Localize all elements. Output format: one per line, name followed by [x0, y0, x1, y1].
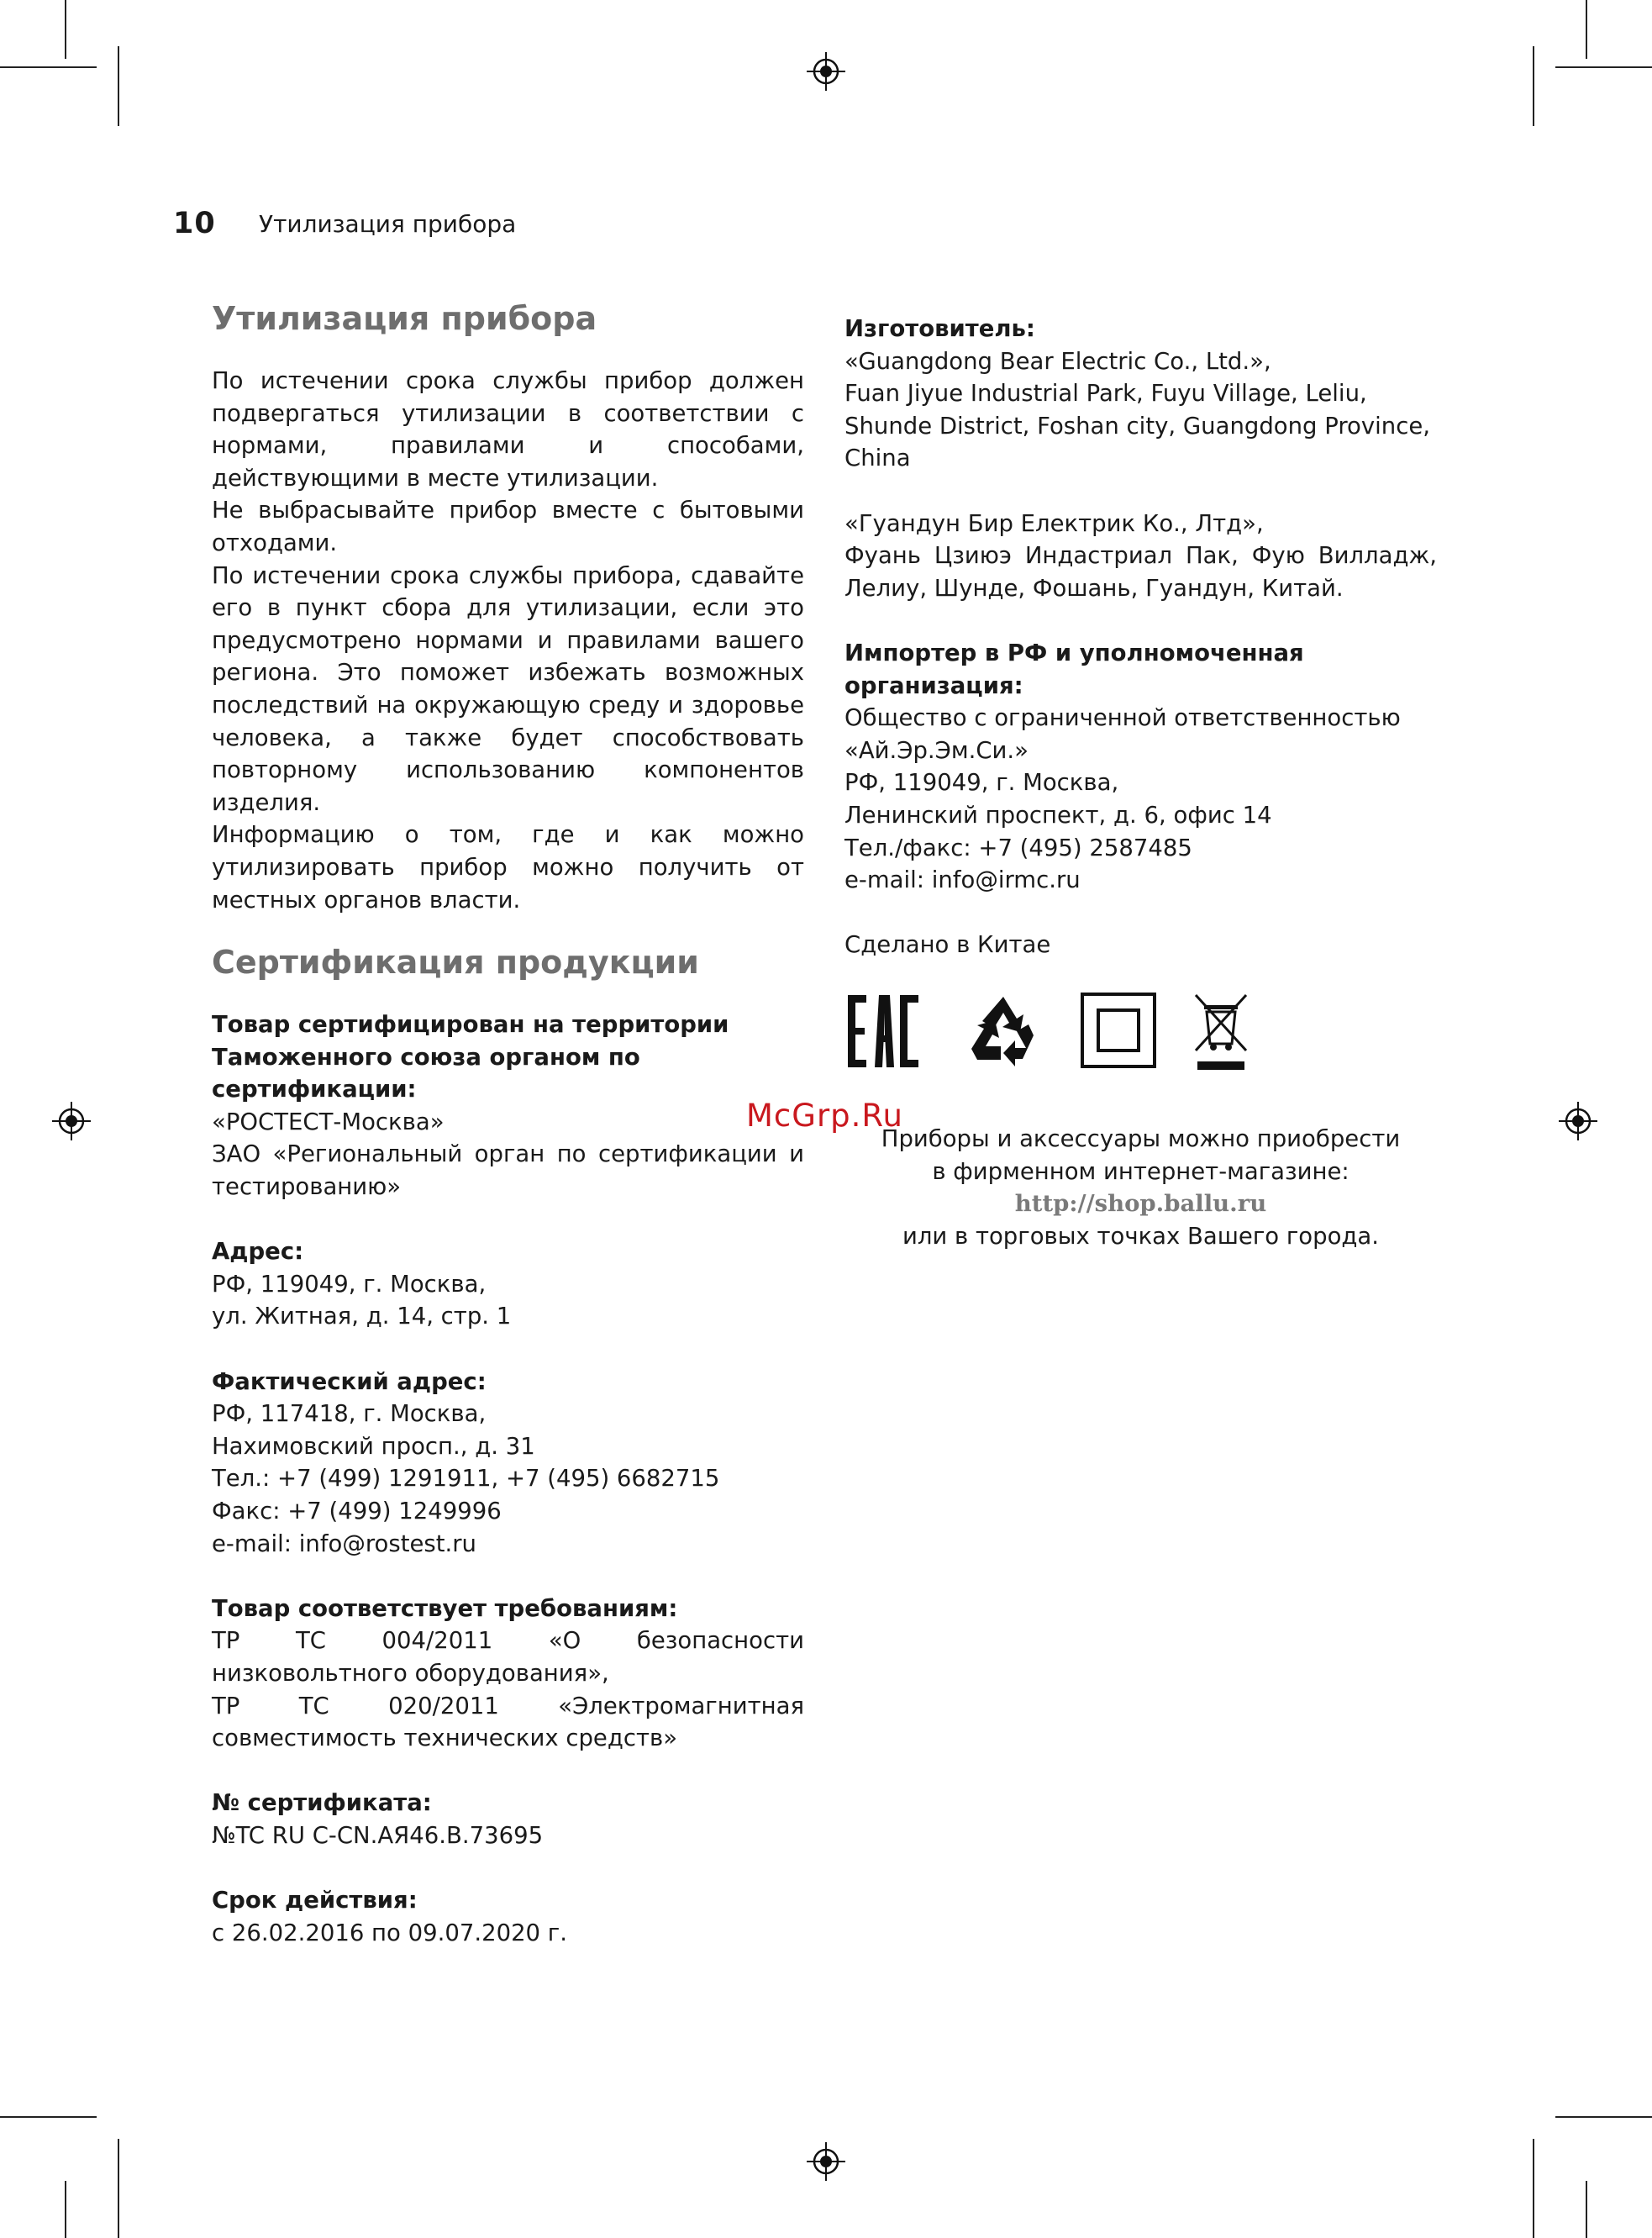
disposal-paragraph: Не выбрасывайте прибор вместе с бытовыми отходами. — [212, 497, 804, 556]
cert-number: №TC RU C-CN.АЯ46.В.73695 — [212, 1821, 544, 1849]
double-insulation-icon — [1080, 992, 1157, 1069]
registration-mark-icon — [52, 1102, 91, 1140]
manufacturer-line: Fuan Jiyue Industrial Park, Fuyu Village, Leliu, Shunde District, Foshan city, Guangdong Province, China — [844, 380, 1430, 472]
running-title: Утилизация прибора — [259, 210, 517, 238]
shop-info — [844, 1123, 1437, 1252]
crossed-bin-icon — [1191, 992, 1251, 1072]
left-column — [212, 298, 804, 1949]
requirements-label: Товар соответствует требованиям: — [212, 1594, 678, 1622]
shop-line: Приборы и аксессуары можно приобрести — [881, 1125, 1401, 1152]
disposal-paragraph: По истечении срока службы прибора, сдавайте его в пункт сбора для утилизации, если это предусмотрено нормами и правилами вашего региона. Это поможет избежать возможных последствий на окружающую среду и здоровье человека, а также будет способствовать повторному использованию компонентов изделия. — [212, 561, 804, 816]
manufacturer-line: Фуань Цзиюэ Индастриал Пак, Фую Вилладж, Лелиу, Шунде, Фошань, Гуандун, Китай. — [844, 542, 1437, 602]
actual-address-label: Фактический адрес: — [212, 1367, 487, 1395]
watermark: McGrp.Ru — [746, 1098, 903, 1134]
importer-label: Импортер в РФ и уполномоченная организация: — [844, 639, 1304, 699]
actual-address-line: Факс: +7 (499) 1249996 — [212, 1498, 502, 1524]
shop-line: в фирменном интернет-магазине: — [932, 1157, 1349, 1185]
manufacturer-line: «Гуандун Бир Електрик Ко., Лтд», — [844, 509, 1264, 537]
cert-body-full: ЗАО «Региональный орган по сертификации и тестированию» — [212, 1140, 804, 1201]
certified-label: Товар сертифицирован на территории Таможенного союза органом по сертификации: — [212, 1011, 729, 1103]
shop-url-link[interactable]: http://shop.ballu.ru — [1014, 1190, 1267, 1218]
made-in: Сделано в Китае — [844, 931, 1051, 959]
actual-address-line: e-mail: info@rostest.ru — [212, 1530, 476, 1557]
recycle-icon — [964, 992, 1043, 1071]
requirement-item: ТР ТС 020/2011 «Электромагнитная совместимость технических средств» — [212, 1692, 804, 1752]
importer-line: «Ай.Эр.Эм.Си.» — [844, 736, 1029, 764]
registration-mark-icon — [807, 52, 845, 91]
importer-line: РФ, 119049, г. Москва, — [844, 769, 1119, 797]
importer-line: Общество с ограниченной ответственностью — [844, 704, 1401, 732]
registration-mark-icon — [807, 2142, 845, 2181]
page-number: 10 — [173, 207, 216, 240]
address-line: РФ, 119049, г. Москва, — [212, 1270, 487, 1298]
manufacturer-line: «Guangdong Bear Electric Co., Ltd.», — [844, 347, 1271, 375]
certification-marks — [844, 992, 1281, 1076]
actual-address-line: Тел.: +7 (499) 1291911, +7 (495) 6682715 — [212, 1465, 720, 1493]
validity: с 26.02.2016 по 09.07.2020 г. — [212, 1919, 567, 1946]
registration-mark-icon — [1559, 1102, 1597, 1140]
importer-line: e-mail: info@irmc.ru — [844, 866, 1081, 894]
disposal-paragraph: По истечении срока службы прибор должен подвергаться утилизации в соответствии с нормами, правилами и способами, действующими в месте утилизации. — [212, 367, 804, 492]
actual-address-line: Нахимовский просп., д. 31 — [212, 1432, 535, 1460]
requirement-item: ТР ТС 004/2011 «О безопасности низковольтного оборудования», — [212, 1627, 804, 1687]
right-column — [844, 313, 1437, 961]
manufacturer-label: Изготовитель: — [844, 315, 1035, 342]
disposal-paragraph: Информацию о том, где и как можно утилизировать прибор можно получить от местных органов власти. — [212, 821, 804, 914]
certification-heading: Сертификация продукции — [212, 944, 699, 982]
actual-address-line: РФ, 117418, г. Москва, — [212, 1400, 487, 1428]
shop-line: или в торговых точках Вашего города. — [902, 1222, 1380, 1250]
cert-number-label: № сертификата: — [212, 1789, 432, 1817]
validity-label: Срок действия: — [212, 1887, 418, 1914]
eac-mark-icon — [844, 992, 922, 1071]
importer-line: Ленинский проспект, д. 6, офис 14 — [844, 801, 1272, 829]
disposal-heading: Утилизация прибора — [212, 300, 597, 337]
address-label: Адрес: — [212, 1238, 304, 1266]
importer-line: Тел./факс: +7 (495) 2587485 — [844, 834, 1192, 861]
cert-body-name: «РОСТЕСТ-Москва» — [212, 1108, 445, 1135]
address-line: ул. Житная, д. 14, стр. 1 — [212, 1303, 512, 1330]
